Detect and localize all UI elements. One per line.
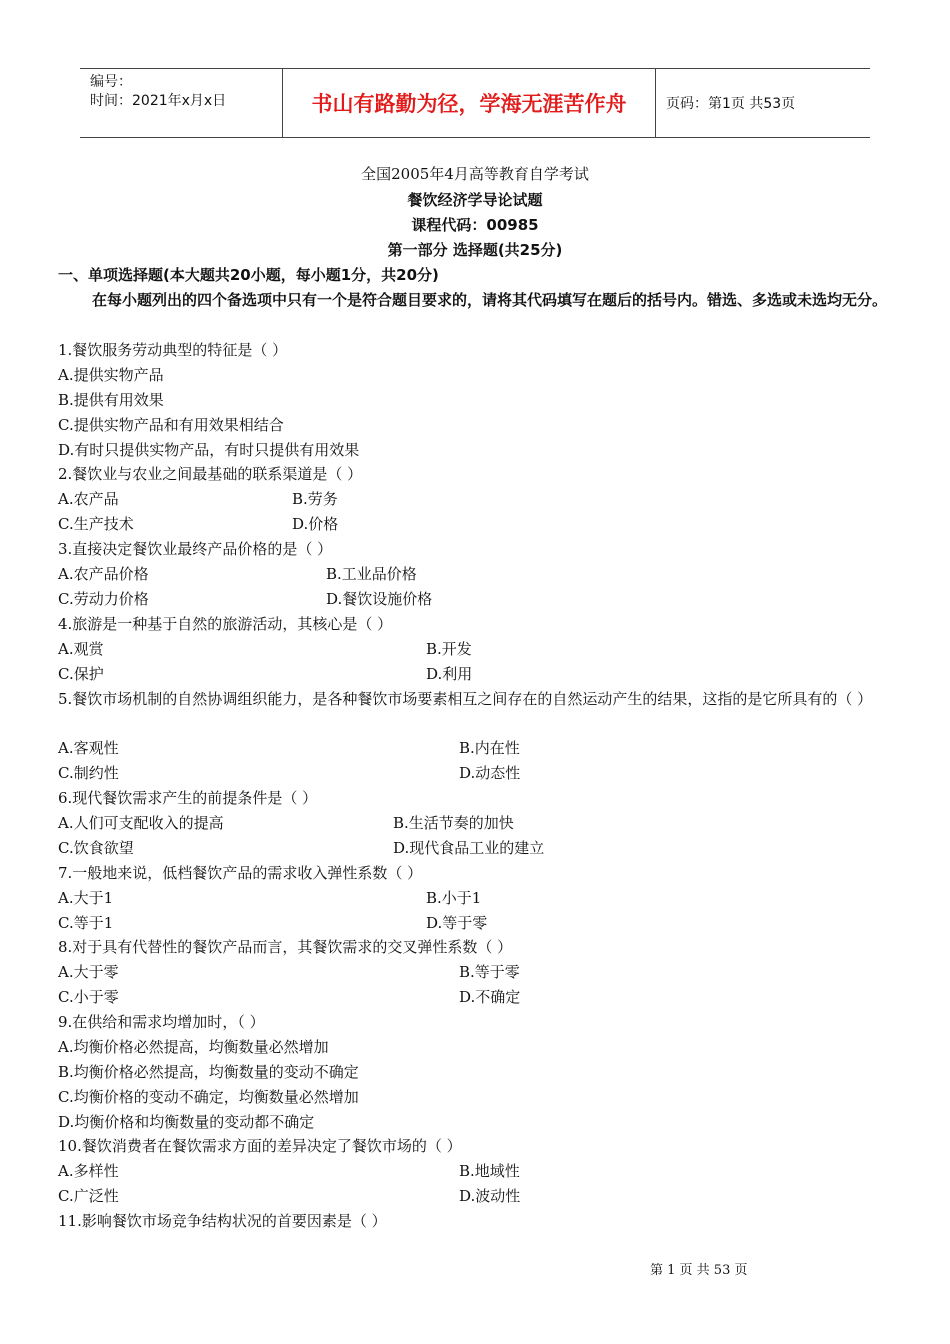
question-1: 1.餐饮服务劳动典型的特征是（ ） — [58, 341, 288, 359]
header-motto: 书山有路勤为径，学海无涯苦作舟 — [282, 69, 656, 137]
section-heading: 一、单项选择题(本大题共20小题，每小题1分，共20分) — [58, 266, 439, 284]
question-3: 3.直接决定餐饮业最终产品价格的是（ ） — [58, 540, 333, 558]
question-4: 4.旅游是一种基于自然的旅游活动，其核心是（ ） — [58, 615, 393, 633]
option-6a: A.人们可支配收入的提高 — [58, 814, 224, 832]
option-5b: B.内在性 — [459, 739, 520, 757]
part-title: 第一部分 选择题(共25分) — [387, 241, 563, 259]
option-7c: C.等于1 — [58, 914, 114, 932]
page-footer: 第 1 页 共 53 页 — [650, 1263, 748, 1278]
option-5d: D.动态性 — [459, 764, 521, 782]
question-8: 8.对于具有代替性的餐饮产品而言，其餐饮需求的交叉弹性系数（ ） — [58, 938, 513, 956]
option-4b: B.开发 — [426, 640, 472, 658]
question-2: 2.餐饮业与农业之间最基础的联系渠道是（ ） — [58, 465, 363, 483]
option-9a: A.均衡价格必然提高，均衡数量必然增加 — [58, 1038, 329, 1056]
option-3a: A.农产品价格 — [58, 565, 149, 583]
option-1b: B.提供有用效果 — [58, 391, 164, 409]
header-table — [80, 68, 870, 138]
question-6: 6.现代餐饮需求产生的前提条件是（ ） — [58, 789, 318, 807]
option-8c: C.小于零 — [58, 988, 119, 1006]
option-8d: D.不确定 — [459, 988, 521, 1006]
question-11: 11.影响餐饮市场竞争结构状况的首要因素是（ ） — [58, 1212, 387, 1230]
exam-title: 全国2005年4月高等教育自学考试 — [361, 165, 589, 183]
question-9: 9.在供给和需求均增加时，（ ） — [58, 1013, 265, 1031]
option-3d: D.餐饮设施价格 — [326, 590, 433, 608]
option-4a: A.观赏 — [58, 640, 104, 658]
option-1a: A.提供实物产品 — [58, 366, 164, 384]
question-5: 5.餐饮市场机制的自然协调组织能力，是各种餐饮市场要素相互之间存在的自然运动产生的结果，这指的是它所具有的（ ） — [58, 690, 873, 708]
header-meta — [80, 69, 282, 137]
option-6d: D.现代食品工业的建立 — [393, 839, 545, 857]
option-8a: A.大于零 — [58, 963, 119, 981]
option-5c: C.制约性 — [58, 764, 119, 782]
option-10a: A.多样性 — [58, 1162, 119, 1180]
option-2b: B.劳务 — [292, 490, 338, 508]
document-date-label: 时间：2021年x月x日 — [90, 93, 227, 109]
course-code: 课程代码：00985 — [411, 216, 539, 234]
option-2a: A.农产品 — [58, 490, 119, 508]
header-page-info: 页码：第1页 共53页 — [666, 96, 796, 112]
option-9d: D.均衡价格和均衡数量的变动都不确定 — [58, 1113, 315, 1131]
option-3b: B.工业品价格 — [326, 565, 417, 583]
option-10c: C.广泛性 — [58, 1187, 119, 1205]
option-10b: B.地域性 — [459, 1162, 520, 1180]
document-number-label: 编号： — [90, 74, 132, 90]
option-9c: C.均衡价格的变动不确定，均衡数量必然增加 — [58, 1088, 359, 1106]
question-10: 10.餐饮消费者在餐饮需求方面的差异决定了餐饮市场的（ ） — [58, 1137, 462, 1155]
option-3c: C.劳动力价格 — [58, 590, 149, 608]
option-7d: D.等于零 — [426, 914, 488, 932]
subject-title: 餐饮经济学导论试题 — [407, 191, 543, 209]
option-8b: B.等于零 — [459, 963, 520, 981]
question-7: 7.一般地来说，低档餐饮产品的需求收入弹性系数（ ） — [58, 864, 423, 882]
option-5a: A.客观性 — [58, 739, 119, 757]
option-9b: B.均衡价格必然提高，均衡数量的变动不确定 — [58, 1063, 359, 1081]
option-4c: C.保护 — [58, 665, 104, 683]
option-7b: B.小于1 — [426, 889, 482, 907]
option-7a: A.大于1 — [58, 889, 114, 907]
section-instruction: 在每小题列出的四个备选项中只有一个是符合题目要求的，请将其代码填写在题后的括号内。错选、多选或未选均无分。 — [92, 291, 888, 309]
option-6b: B.生活节奏的加快 — [393, 814, 514, 832]
option-10d: D.波动性 — [459, 1187, 521, 1205]
option-1d: D.有时只提供实物产品，有时只提供有用效果 — [58, 441, 360, 459]
option-2c: C.生产技术 — [58, 515, 134, 533]
option-2d: D.价格 — [292, 515, 339, 533]
option-1c: C.提供实物产品和有用效果相结合 — [58, 416, 284, 434]
option-4d: D.利用 — [426, 665, 473, 683]
option-6c: C.饮食欲望 — [58, 839, 134, 857]
